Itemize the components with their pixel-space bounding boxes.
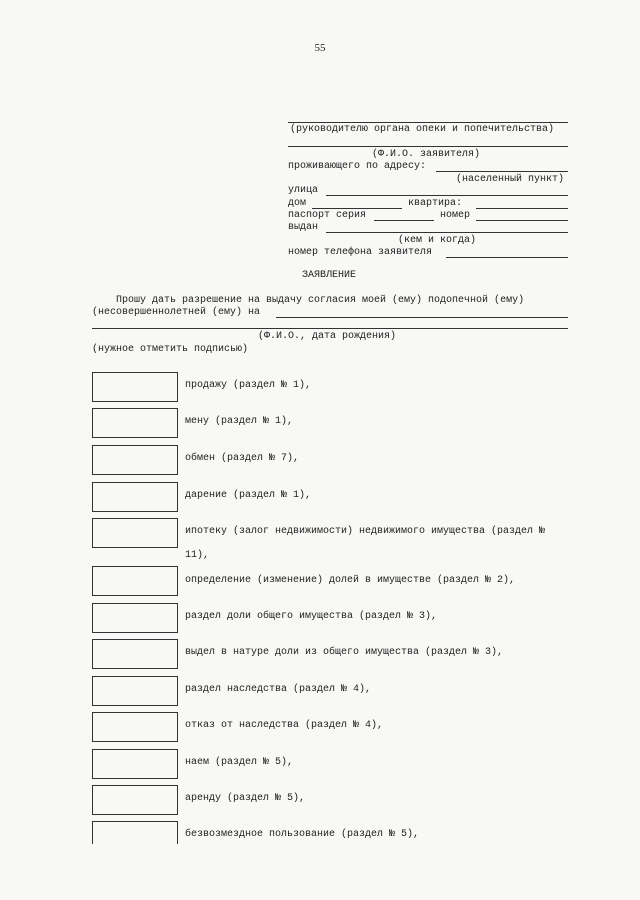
signature-box-11[interactable] <box>92 749 178 779</box>
signature-box-4[interactable] <box>92 482 178 512</box>
request-line-1: Прошу дать разрешение на выдачу согласия моей (ему) подопечной (ему) <box>116 295 525 306</box>
passport-number-label: номер <box>440 210 471 221</box>
recipient-caption: (руководителю органа опеки и попечительства) <box>290 124 555 135</box>
phone-line[interactable] <box>446 257 568 258</box>
signature-box-8[interactable] <box>92 639 178 669</box>
street-label: улица <box>288 185 319 196</box>
recipient-line <box>288 122 568 123</box>
passport-number-line[interactable] <box>476 220 568 221</box>
page-number: 55 <box>314 42 326 54</box>
mark-instruction: (нужное отметить подписью) <box>92 344 249 355</box>
issued-label: выдан <box>288 222 319 233</box>
apartment-line[interactable] <box>476 208 568 209</box>
option-label-2: мену (раздел № 1), <box>185 416 294 427</box>
document-title: ЗАЯВЛЕНИЕ <box>302 270 357 281</box>
residing-label: проживающего по адресу: <box>288 161 427 172</box>
phone-label: номер телефона заявителя <box>288 247 433 258</box>
signature-box-5[interactable] <box>92 518 178 548</box>
option-label-8: выдел в натуре доли из общего имущества (раздел № 3), <box>185 647 504 658</box>
option-label-11: наем (раздел № 5), <box>185 757 294 768</box>
issued-line[interactable] <box>326 232 568 233</box>
settlement-caption: (населенный пункт) <box>456 174 565 185</box>
option-label-6: определение (изменение) долей в имуществе (раздел № 2), <box>185 575 516 586</box>
passport-series-label: паспорт серия <box>288 210 367 221</box>
request-line-2: (несовершеннолетней (ему) на <box>92 307 261 318</box>
house-line[interactable] <box>312 208 402 209</box>
passport-series-line[interactable] <box>374 220 434 221</box>
signature-box-7[interactable] <box>92 603 178 633</box>
signature-box-13[interactable] <box>92 821 178 844</box>
signature-box-1[interactable] <box>92 372 178 402</box>
option-label-5-cont: 11), <box>185 550 210 561</box>
option-label-3: обмен (раздел № 7), <box>185 453 300 464</box>
applicant-line <box>288 146 568 147</box>
residing-line[interactable] <box>436 171 568 172</box>
option-label-13: безвозмездное пользование (раздел № 5), <box>185 829 420 840</box>
street-line[interactable] <box>326 195 568 196</box>
minor-line-1[interactable] <box>276 317 568 318</box>
signature-box-3[interactable] <box>92 445 178 475</box>
option-label-12: аренду (раздел № 5), <box>185 793 306 804</box>
signature-box-9[interactable] <box>92 676 178 706</box>
signature-box-12[interactable] <box>92 785 178 815</box>
signature-box-2[interactable] <box>92 408 178 438</box>
signature-box-6[interactable] <box>92 566 178 596</box>
applicant-caption: (Ф.И.О. заявителя) <box>372 149 481 160</box>
house-label: дом <box>288 198 307 209</box>
option-label-10: отказ от наследства (раздел № 4), <box>185 720 384 731</box>
option-label-4: дарение (раздел № 1), <box>185 490 312 501</box>
minor-line-2[interactable] <box>92 328 568 329</box>
signature-box-10[interactable] <box>92 712 178 742</box>
option-label-1: продажу (раздел № 1), <box>185 380 312 391</box>
option-label-9: раздел наследства (раздел № 4), <box>185 684 372 695</box>
minor-caption: (Ф.И.О., дата рождения) <box>258 331 397 342</box>
option-label-5: ипотеку (залог недвижимости) недвижимого имущества (раздел № <box>185 526 546 537</box>
option-label-7: раздел доли общего имущества (раздел № 3), <box>185 611 438 622</box>
issued-caption: (кем и когда) <box>398 235 477 246</box>
apartment-label: квартира: <box>408 198 463 209</box>
